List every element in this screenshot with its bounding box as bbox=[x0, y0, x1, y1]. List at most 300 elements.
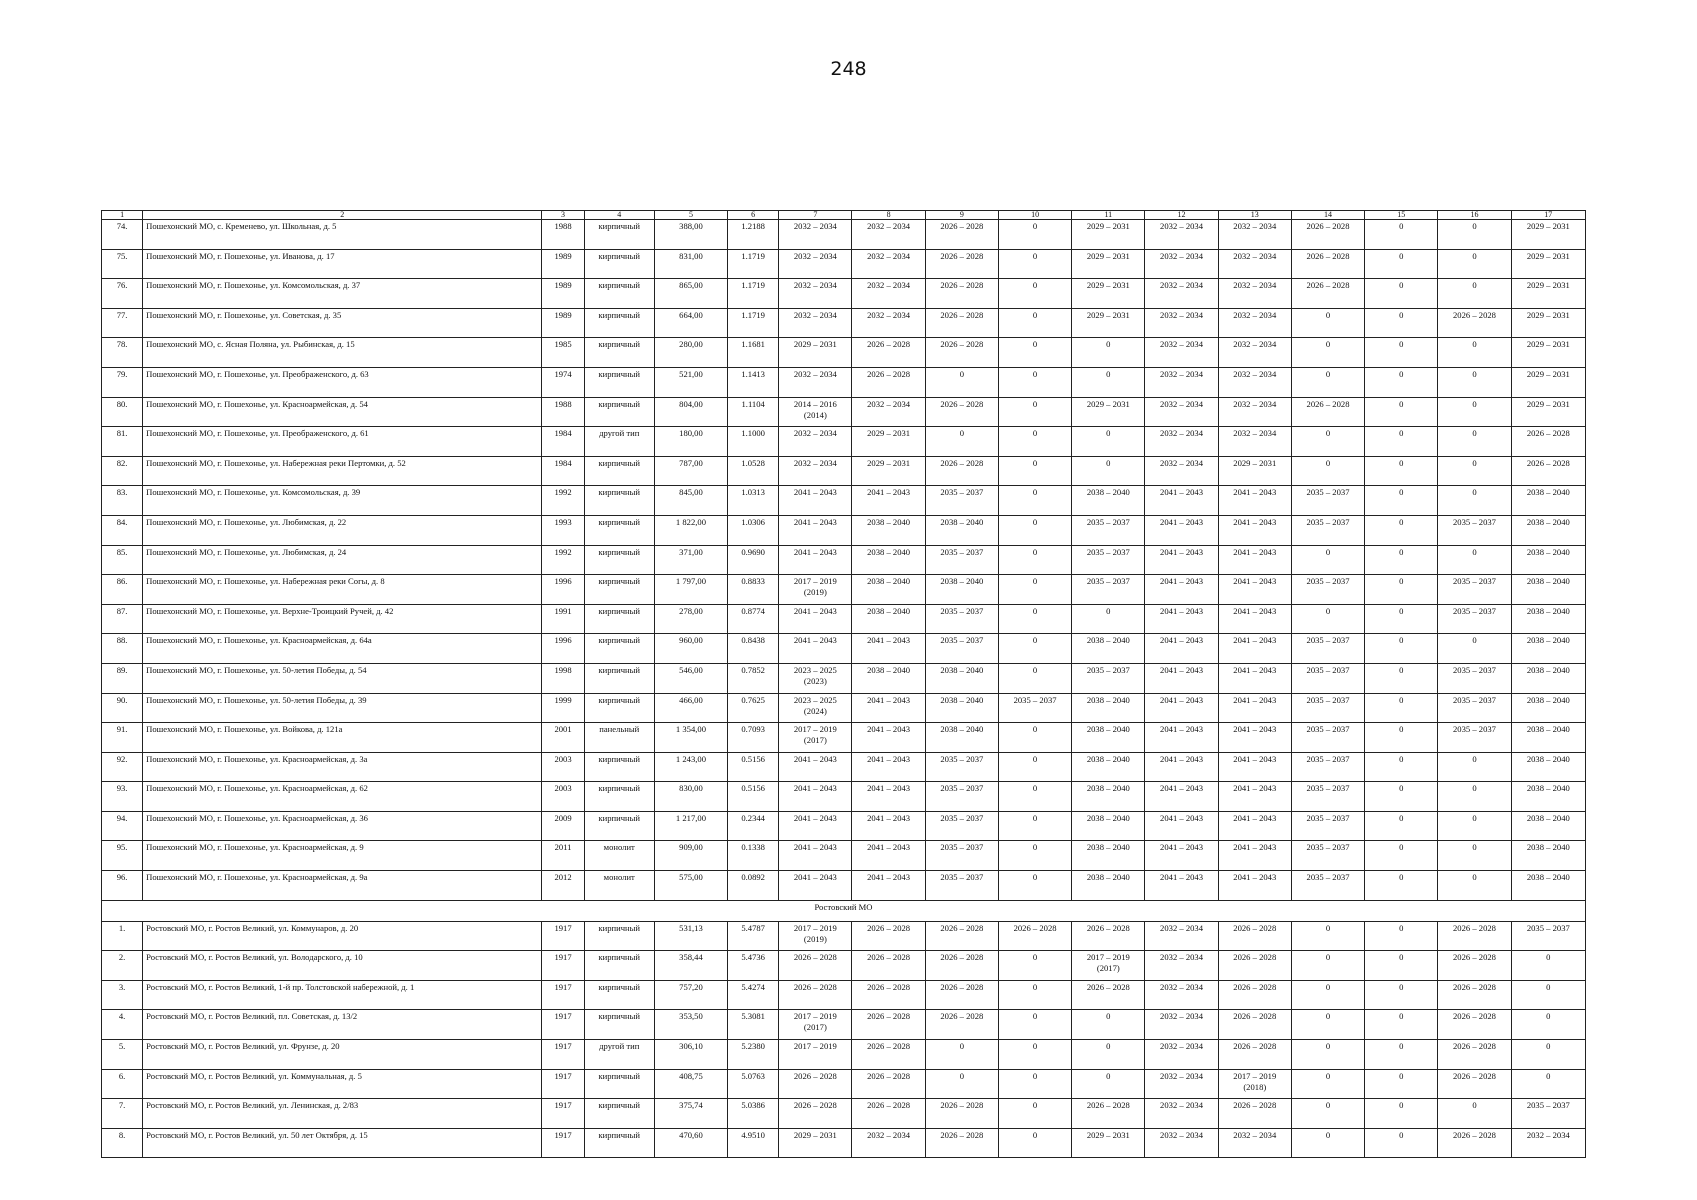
area-value: 1 243,00 bbox=[675, 753, 706, 764]
col-11-cell bbox=[1072, 604, 1145, 634]
address-cell bbox=[143, 575, 542, 605]
col-16-cell bbox=[1438, 456, 1511, 486]
col-12-cell bbox=[1145, 1099, 1218, 1129]
col-7-cell bbox=[779, 604, 852, 634]
col-17-cell bbox=[1511, 663, 1585, 693]
address-value: Пошехонский МО, г. Пошехонье, ул. Красноармейская, д. 54 bbox=[146, 398, 368, 409]
address-cell bbox=[143, 1128, 542, 1158]
col-7-value: 2041 – 2043 bbox=[793, 842, 837, 853]
col-15-cell bbox=[1365, 811, 1438, 841]
wall-material-value: кирпичный bbox=[598, 309, 641, 320]
wall-material-cell bbox=[584, 723, 654, 753]
coefficient-cell bbox=[728, 811, 779, 841]
col-14-cell bbox=[1291, 1010, 1364, 1040]
row-number-cell bbox=[102, 663, 143, 693]
col-11-value: 2026 – 2028 bbox=[1086, 922, 1130, 933]
coefficient-cell bbox=[728, 1128, 779, 1158]
col-11-value: 2035 – 2037 bbox=[1086, 576, 1130, 587]
col-8-cell bbox=[852, 397, 925, 427]
col-13-cell bbox=[1218, 1069, 1291, 1099]
col-14-cell bbox=[1291, 249, 1364, 279]
col-12-cell bbox=[1145, 308, 1218, 338]
coefficient-value: 1.1104 bbox=[741, 398, 765, 409]
col-8-cell bbox=[852, 1010, 925, 1040]
col-13-value: 2041 – 2043 bbox=[1233, 576, 1277, 587]
col-13-cell bbox=[1218, 1128, 1291, 1158]
col-9-value: 2035 – 2037 bbox=[940, 546, 984, 557]
wall-material-value: кирпичный bbox=[598, 576, 641, 587]
col-12-value: 2032 – 2034 bbox=[1160, 1100, 1204, 1111]
wall-material-cell bbox=[584, 308, 654, 338]
col-9-value: 2035 – 2037 bbox=[940, 872, 984, 883]
coefficient-cell bbox=[728, 486, 779, 516]
build-year-cell bbox=[542, 308, 584, 338]
col-7-cell bbox=[779, 951, 852, 981]
coefficient-cell bbox=[728, 397, 779, 427]
col-11-value: 2035 – 2037 bbox=[1086, 516, 1130, 527]
table-row bbox=[102, 921, 1586, 951]
col-14-value: 2035 – 2037 bbox=[1306, 753, 1350, 764]
col-14-value: 0 bbox=[1325, 1011, 1331, 1022]
table-row bbox=[102, 1099, 1586, 1129]
col-13-cell bbox=[1218, 811, 1291, 841]
coefficient-value: 5.0763 bbox=[741, 1070, 765, 1081]
address-value: Пошехонский МО, г. Пошехонье, ул. 50-летия Победы, д. 54 bbox=[146, 664, 367, 675]
col-11-cell bbox=[1072, 1069, 1145, 1099]
col-8-value: 2032 – 2034 bbox=[867, 1129, 911, 1140]
col-10-value: 0 bbox=[1032, 280, 1038, 291]
col-15-value: 0 bbox=[1399, 1070, 1404, 1081]
col-8-cell bbox=[852, 1069, 925, 1099]
address-cell bbox=[143, 1010, 542, 1040]
col-9-cell bbox=[925, 338, 998, 368]
col-9-cell bbox=[925, 693, 998, 723]
col-17-value: 2038 – 2040 bbox=[1526, 842, 1570, 853]
col-7-value: 2032 – 2034 bbox=[793, 309, 837, 320]
col-10-value: 0 bbox=[1032, 339, 1038, 350]
col-14-value: 0 bbox=[1325, 952, 1331, 963]
col-12-cell bbox=[1145, 367, 1218, 397]
col-14-value: 0 bbox=[1325, 1070, 1331, 1081]
col-10-value: 0 bbox=[1032, 546, 1038, 557]
col-17-value: 2038 – 2040 bbox=[1526, 872, 1570, 883]
col-10-value: 0 bbox=[1032, 842, 1038, 853]
col-7-cell bbox=[779, 367, 852, 397]
col-8-cell bbox=[852, 1099, 925, 1129]
col-9-cell bbox=[925, 545, 998, 575]
coefficient-value: 5.4787 bbox=[741, 922, 765, 933]
col-14-value: 0 bbox=[1325, 981, 1331, 992]
col-9-value: 2026 – 2028 bbox=[940, 457, 984, 468]
col-12-value: 2032 – 2034 bbox=[1160, 309, 1204, 320]
col-13-value: 2032 – 2034 bbox=[1233, 428, 1277, 439]
col-11-cell bbox=[1072, 338, 1145, 368]
address-cell bbox=[143, 397, 542, 427]
col-11-value: 0 bbox=[1106, 457, 1111, 468]
col-14-cell bbox=[1291, 871, 1364, 901]
col-7-cell bbox=[779, 220, 852, 250]
build-year-value: 1989 bbox=[554, 309, 572, 320]
col-14-cell bbox=[1291, 308, 1364, 338]
wall-material-cell bbox=[584, 980, 654, 1010]
build-year-cell bbox=[542, 604, 584, 634]
col-16-value: 0 bbox=[1472, 221, 1477, 231]
build-year-cell bbox=[542, 1040, 584, 1070]
col-16-cell bbox=[1438, 545, 1511, 575]
column-number-row bbox=[102, 211, 1586, 220]
col-16-value: 2026 – 2028 bbox=[1452, 952, 1496, 963]
build-year-value: 2012 bbox=[554, 872, 572, 883]
wall-material-cell bbox=[584, 951, 654, 981]
col-8-value: 2026 – 2028 bbox=[867, 981, 911, 992]
area-value: 180,00 bbox=[679, 428, 703, 439]
col-17-cell bbox=[1511, 980, 1585, 1010]
col-7-cell bbox=[779, 871, 852, 901]
row-number-value: 79. bbox=[116, 368, 128, 379]
col-7-value: 2032 – 2034 bbox=[793, 250, 837, 261]
table-row bbox=[102, 663, 1586, 693]
col-8-cell bbox=[852, 693, 925, 723]
col-17-value: 2026 – 2028 bbox=[1526, 428, 1570, 439]
table-row bbox=[102, 456, 1586, 486]
coefficient-cell bbox=[728, 1099, 779, 1129]
col-8-value: 2026 – 2028 bbox=[867, 368, 911, 379]
col-9-value: 2038 – 2040 bbox=[940, 576, 984, 587]
col-9-value: 2026 – 2028 bbox=[940, 922, 984, 933]
col-11-value: 2038 – 2040 bbox=[1086, 694, 1130, 705]
area-cell bbox=[654, 980, 727, 1010]
address-value: Пошехонский МО, г. Пошехонье, ул. Красноармейская, д. 64а bbox=[146, 635, 372, 646]
section-title: Ростовский МО bbox=[102, 900, 1586, 921]
address-value: Пошехонский МО, г. Пошехонье, ул. Красноармейская, д. 62 bbox=[146, 783, 368, 794]
col-14-value: 2035 – 2037 bbox=[1306, 576, 1350, 587]
col-13-cell bbox=[1218, 604, 1291, 634]
col-15-cell bbox=[1365, 486, 1438, 516]
col-17-value: 2029 – 2031 bbox=[1526, 339, 1570, 350]
col-16-value: 0 bbox=[1472, 635, 1477, 646]
col-17-cell bbox=[1511, 871, 1585, 901]
col-8-cell bbox=[852, 980, 925, 1010]
col-7-cell bbox=[779, 1099, 852, 1129]
build-year-cell bbox=[542, 515, 584, 545]
col-8-value: 2032 – 2034 bbox=[867, 280, 911, 291]
table-row bbox=[102, 486, 1586, 516]
col-17-value: 2029 – 2031 bbox=[1526, 368, 1570, 379]
col-8-cell bbox=[852, 604, 925, 634]
wall-material-value: кирпичный bbox=[598, 1011, 641, 1022]
row-number-cell bbox=[102, 1069, 143, 1099]
coefficient-cell bbox=[728, 782, 779, 812]
section-row bbox=[102, 900, 1586, 921]
col-10-value: 0 bbox=[1032, 664, 1038, 675]
address-cell bbox=[143, 427, 542, 457]
area-value: 358,44 bbox=[679, 952, 703, 963]
wall-material-value: кирпичный bbox=[598, 952, 641, 963]
coefficient-cell bbox=[728, 693, 779, 723]
row-number-value: 84. bbox=[116, 516, 128, 527]
col-17-cell bbox=[1511, 575, 1585, 605]
build-year-cell bbox=[542, 841, 584, 871]
col-15-value: 0 bbox=[1399, 981, 1404, 992]
col-10-cell bbox=[998, 367, 1071, 397]
col-10-cell bbox=[998, 427, 1071, 457]
col-7-value: 2041 – 2043 bbox=[793, 635, 837, 646]
address-value: Пошехонский МО, г. Пошехонье, ул. Войкова, д. 121а bbox=[146, 724, 343, 735]
col-9-value: 2026 – 2028 bbox=[940, 309, 984, 320]
col-17-cell bbox=[1511, 1069, 1585, 1099]
area-cell bbox=[654, 308, 727, 338]
address-value: Пошехонский МО, г. Пошехонье, ул. Набережная реки Пертомки, д. 52 bbox=[146, 457, 406, 468]
wall-material-value: кирпичный bbox=[598, 694, 641, 705]
address-value: Пошехонский МО, г. Пошехонье, ул. Красноармейская, д. 36 bbox=[146, 812, 368, 823]
col-15-value: 0 bbox=[1399, 250, 1404, 261]
col-16-cell bbox=[1438, 249, 1511, 279]
col-12-value: 2032 – 2034 bbox=[1160, 221, 1204, 231]
area-value: 1 217,00 bbox=[675, 812, 706, 823]
area-value: 1 354,00 bbox=[675, 724, 706, 735]
col-16-cell bbox=[1438, 575, 1511, 605]
row-number-value: 86. bbox=[116, 576, 128, 587]
row-number-cell bbox=[102, 575, 143, 605]
col-14-value: 2026 – 2028 bbox=[1306, 280, 1350, 291]
col-11-value: 2029 – 2031 bbox=[1086, 309, 1130, 320]
col-16-cell bbox=[1438, 486, 1511, 516]
area-cell bbox=[654, 604, 727, 634]
col-12-cell bbox=[1145, 279, 1218, 309]
col-9-cell bbox=[925, 871, 998, 901]
col-11-value: 2035 – 2037 bbox=[1086, 664, 1130, 675]
col-12-value: 2032 – 2034 bbox=[1160, 368, 1204, 379]
build-year-cell bbox=[542, 980, 584, 1010]
column-number: 8 bbox=[852, 211, 925, 220]
column-number: 14 bbox=[1291, 211, 1364, 220]
build-year-value: 1917 bbox=[554, 1011, 572, 1022]
coefficient-cell bbox=[728, 456, 779, 486]
col-10-cell bbox=[998, 871, 1071, 901]
col-13-cell bbox=[1218, 545, 1291, 575]
row-number-cell bbox=[102, 782, 143, 812]
area-cell bbox=[654, 456, 727, 486]
table-row bbox=[102, 575, 1586, 605]
address-value: Ростовский МО, г. Ростов Великий, ул. Володарского, д. 10 bbox=[146, 952, 363, 963]
col-10-cell bbox=[998, 515, 1071, 545]
coefficient-cell bbox=[728, 308, 779, 338]
col-7-value: 2041 – 2043 bbox=[793, 487, 837, 498]
col-7-value: 2032 – 2034 bbox=[793, 368, 837, 379]
col-10-value: 0 bbox=[1032, 576, 1038, 587]
col-16-value: 2035 – 2037 bbox=[1452, 724, 1496, 735]
col-15-value: 0 bbox=[1399, 664, 1404, 675]
col-10-value: 0 bbox=[1032, 872, 1038, 883]
col-11-value: 2038 – 2040 bbox=[1086, 842, 1130, 853]
table-row bbox=[102, 279, 1586, 309]
address-value: Пошехонский МО, с. Ясная Поляна, ул. Рыбинская, д. 15 bbox=[146, 339, 355, 350]
wall-material-cell bbox=[584, 841, 654, 871]
col-11-value: 2029 – 2031 bbox=[1086, 221, 1130, 231]
row-number-value: 81. bbox=[116, 428, 128, 439]
col-12-cell bbox=[1145, 515, 1218, 545]
col-13-value: 2026 – 2028 bbox=[1233, 981, 1277, 992]
area-cell bbox=[654, 1010, 727, 1040]
col-12-cell bbox=[1145, 782, 1218, 812]
build-year-cell bbox=[542, 575, 584, 605]
col-14-value: 0 bbox=[1325, 1129, 1331, 1140]
col-17-cell bbox=[1511, 1099, 1585, 1129]
col-13-value: 2029 – 2031 bbox=[1233, 457, 1277, 468]
col-7-cell bbox=[779, 980, 852, 1010]
build-year-value: 1992 bbox=[554, 487, 572, 498]
build-year-value: 1984 bbox=[554, 457, 572, 468]
address-value: Ростовский МО, г. Ростов Великий, пл. Советская, д. 13/2 bbox=[146, 1011, 358, 1022]
col-9-value: 0 bbox=[959, 368, 964, 379]
col-9-value: 2035 – 2037 bbox=[940, 812, 984, 823]
col-14-value: 0 bbox=[1325, 1100, 1331, 1111]
wall-material-value: кирпичный bbox=[598, 339, 641, 350]
address-cell bbox=[143, 871, 542, 901]
coefficient-value: 0.8438 bbox=[741, 635, 765, 646]
col-15-cell bbox=[1365, 279, 1438, 309]
col-10-value: 0 bbox=[1032, 516, 1038, 527]
col-16-cell bbox=[1438, 752, 1511, 782]
col-8-cell bbox=[852, 515, 925, 545]
col-10-cell bbox=[998, 1099, 1071, 1129]
table-row bbox=[102, 1128, 1586, 1158]
col-14-value: 0 bbox=[1325, 368, 1331, 379]
coefficient-value: 0.2344 bbox=[741, 812, 765, 823]
area-cell bbox=[654, 1040, 727, 1070]
col-13-cell bbox=[1218, 279, 1291, 309]
area-value: 388,00 bbox=[679, 221, 703, 231]
col-10-value: 0 bbox=[1032, 1129, 1038, 1140]
col-9-cell bbox=[925, 980, 998, 1010]
wall-material-cell bbox=[584, 663, 654, 693]
area-cell bbox=[654, 921, 727, 951]
col-10-cell bbox=[998, 723, 1071, 753]
col-14-value: 2035 – 2037 bbox=[1306, 872, 1350, 883]
col-9-value: 2026 – 2028 bbox=[940, 1100, 984, 1111]
col-14-cell bbox=[1291, 921, 1364, 951]
col-15-value: 0 bbox=[1399, 812, 1404, 823]
col-16-value: 2035 – 2037 bbox=[1452, 576, 1496, 587]
col-16-value: 2035 – 2037 bbox=[1452, 664, 1496, 675]
col-17-cell bbox=[1511, 951, 1585, 981]
coefficient-cell bbox=[728, 1069, 779, 1099]
col-8-value: 2026 – 2028 bbox=[867, 922, 911, 933]
col-12-cell bbox=[1145, 921, 1218, 951]
build-year-cell bbox=[542, 723, 584, 753]
wall-material-value: панельный bbox=[599, 724, 640, 735]
col-9-cell bbox=[925, 515, 998, 545]
address-value: Пошехонский МО, г. Пошехонье, ул. Красноармейская, д. 9а bbox=[146, 872, 368, 883]
col-16-value: 2026 – 2028 bbox=[1452, 981, 1496, 992]
col-10-cell bbox=[998, 634, 1071, 664]
build-year-value: 1917 bbox=[554, 1070, 572, 1081]
col-14-value: 2035 – 2037 bbox=[1306, 842, 1350, 853]
col-14-cell bbox=[1291, 980, 1364, 1010]
coefficient-value: 0.7852 bbox=[741, 664, 765, 675]
col-16-cell bbox=[1438, 841, 1511, 871]
col-14-cell bbox=[1291, 220, 1364, 250]
col-7-value: 2041 – 2043 bbox=[793, 753, 837, 764]
area-value: 664,00 bbox=[679, 309, 703, 320]
col-15-cell bbox=[1365, 951, 1438, 981]
coefficient-value: 5.2380 bbox=[741, 1041, 765, 1052]
col-7-note: (2014) bbox=[803, 409, 827, 420]
col-12-cell bbox=[1145, 1069, 1218, 1099]
col-7-cell bbox=[779, 1128, 852, 1158]
col-12-value: 2041 – 2043 bbox=[1160, 576, 1204, 587]
col-14-value: 2026 – 2028 bbox=[1306, 250, 1350, 261]
wall-material-cell bbox=[584, 752, 654, 782]
col-7-value: 2029 – 2031 bbox=[793, 339, 837, 350]
coefficient-value: 1.1719 bbox=[741, 309, 765, 320]
area-value: 466,00 bbox=[679, 694, 703, 705]
col-7-cell bbox=[779, 545, 852, 575]
col-15-value: 0 bbox=[1399, 842, 1404, 853]
col-12-cell bbox=[1145, 338, 1218, 368]
build-year-cell bbox=[542, 811, 584, 841]
col-9-value: 2026 – 2028 bbox=[940, 952, 984, 963]
col-8-cell bbox=[852, 752, 925, 782]
col-7-note: (2024) bbox=[803, 705, 827, 716]
address-cell bbox=[143, 1099, 542, 1129]
col-10-value: 2035 – 2037 bbox=[1013, 694, 1057, 705]
col-11-cell bbox=[1072, 752, 1145, 782]
build-year-cell bbox=[542, 486, 584, 516]
col-13-value: 2041 – 2043 bbox=[1233, 753, 1277, 764]
col-17-value: 2038 – 2040 bbox=[1526, 724, 1570, 735]
table-row bbox=[102, 515, 1586, 545]
col-7-note: (2019) bbox=[803, 933, 827, 944]
address-cell bbox=[143, 515, 542, 545]
col-13-cell bbox=[1218, 723, 1291, 753]
coefficient-cell bbox=[728, 427, 779, 457]
col-11-value: 0 bbox=[1106, 428, 1111, 439]
col-9-value: 2026 – 2028 bbox=[940, 1129, 984, 1140]
wall-material-value: кирпичный bbox=[598, 635, 641, 646]
row-number-cell bbox=[102, 308, 143, 338]
col-12-cell bbox=[1145, 486, 1218, 516]
col-11-value: 2038 – 2040 bbox=[1086, 635, 1130, 646]
address-value: Пошехонский МО, г. Пошехонье, ул. Преображенского, д. 63 bbox=[146, 368, 369, 379]
col-11-cell bbox=[1072, 723, 1145, 753]
coefficient-cell bbox=[728, 367, 779, 397]
address-cell bbox=[143, 1069, 542, 1099]
col-9-value: 2026 – 2028 bbox=[940, 221, 984, 231]
col-8-cell bbox=[852, 782, 925, 812]
address-cell bbox=[143, 279, 542, 309]
col-7-cell bbox=[779, 249, 852, 279]
col-15-cell bbox=[1365, 249, 1438, 279]
col-14-value: 0 bbox=[1325, 1041, 1331, 1052]
area-value: 375,74 bbox=[679, 1100, 703, 1111]
coefficient-cell bbox=[728, 951, 779, 981]
col-14-cell bbox=[1291, 456, 1364, 486]
col-11-cell bbox=[1072, 220, 1145, 250]
col-14-value: 2026 – 2028 bbox=[1306, 398, 1350, 409]
coefficient-value: 1.1719 bbox=[741, 250, 765, 261]
col-17-value: 2038 – 2040 bbox=[1526, 546, 1570, 557]
col-13-cell bbox=[1218, 693, 1291, 723]
area-cell bbox=[654, 515, 727, 545]
col-7-note: (2017) bbox=[803, 735, 827, 746]
col-7-cell bbox=[779, 279, 852, 309]
col-12-cell bbox=[1145, 1128, 1218, 1158]
row-number-cell bbox=[102, 367, 143, 397]
build-year-cell bbox=[542, 1128, 584, 1158]
column-number: 16 bbox=[1438, 211, 1511, 220]
col-17-value: 2038 – 2040 bbox=[1526, 635, 1570, 646]
